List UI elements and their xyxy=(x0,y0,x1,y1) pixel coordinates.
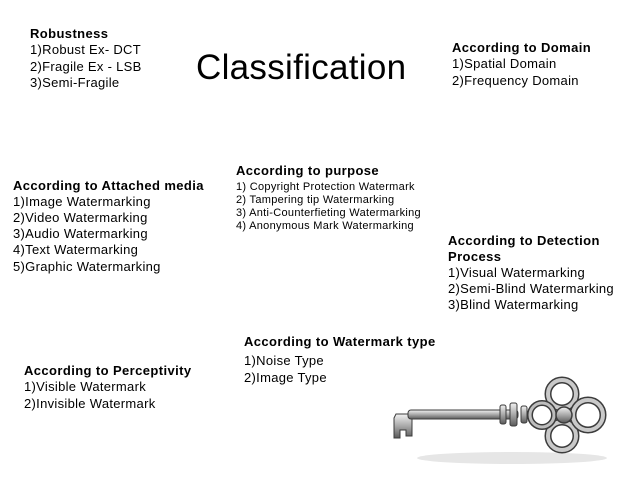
detection-process-item: 1)Visual Watermarking xyxy=(448,265,586,281)
skeleton-key-icon xyxy=(382,372,626,472)
perceptivity-item: 2)Invisible Watermark xyxy=(24,395,156,411)
watermark-type-item: 2)Image Type xyxy=(244,369,327,385)
domain-block xyxy=(452,40,591,89)
robustness-item: 2)Fragile Ex - LSB xyxy=(30,58,142,74)
domain-item: 1)Spatial Domain xyxy=(452,56,557,72)
attached-media-block xyxy=(13,178,204,275)
perceptivity-block xyxy=(24,363,191,412)
detection-process-item: 2)Semi-Blind Watermarking xyxy=(448,281,614,297)
purpose-item: 2) Tampering tip Watermarking xyxy=(236,193,395,206)
attached-media-item: 2)Video Watermarking xyxy=(13,210,148,226)
detection-process-block xyxy=(448,233,628,314)
domain-item: 2)Frequency Domain xyxy=(452,72,579,88)
robustness-heading: Robustness xyxy=(30,26,109,41)
watermark-type-item: 1)Noise Type xyxy=(244,353,324,369)
domain-heading: According to Domain xyxy=(452,40,592,55)
detection-process-heading: According to Detection xyxy=(448,233,600,248)
detection-process-heading-line2: Process xyxy=(448,249,502,265)
perceptivity-item: 1)Visible Watermark xyxy=(24,379,147,395)
attached-media-item: 1)Image Watermarking xyxy=(13,194,151,210)
attached-media-item: 5)Graphic Watermarking xyxy=(13,258,161,274)
purpose-item: 1) Copyright Protection Watermark xyxy=(236,180,415,193)
perceptivity-heading: According to Perceptivity xyxy=(24,363,192,378)
watermark-type-heading: According to Watermark type xyxy=(244,334,436,349)
detection-process-item: 3)Blind Watermarking xyxy=(448,297,579,313)
robustness-block xyxy=(30,26,142,91)
robustness-item: 3)Semi-Fragile xyxy=(30,74,120,90)
purpose-block xyxy=(236,163,421,233)
purpose-item: 3) Anti-Counterfieting Watermarking xyxy=(236,206,421,219)
purpose-heading: According to purpose xyxy=(236,163,380,178)
page-title: Classification xyxy=(196,48,407,87)
robustness-item: 1)Robust Ex- DCT xyxy=(30,42,141,58)
attached-media-item: 4)Text Watermarking xyxy=(13,242,139,258)
attached-media-item: 3)Audio Watermarking xyxy=(13,226,148,242)
purpose-item: 4) Anonymous Mark Watermarking xyxy=(236,220,414,233)
attached-media-heading: According to Attached media xyxy=(13,178,204,193)
